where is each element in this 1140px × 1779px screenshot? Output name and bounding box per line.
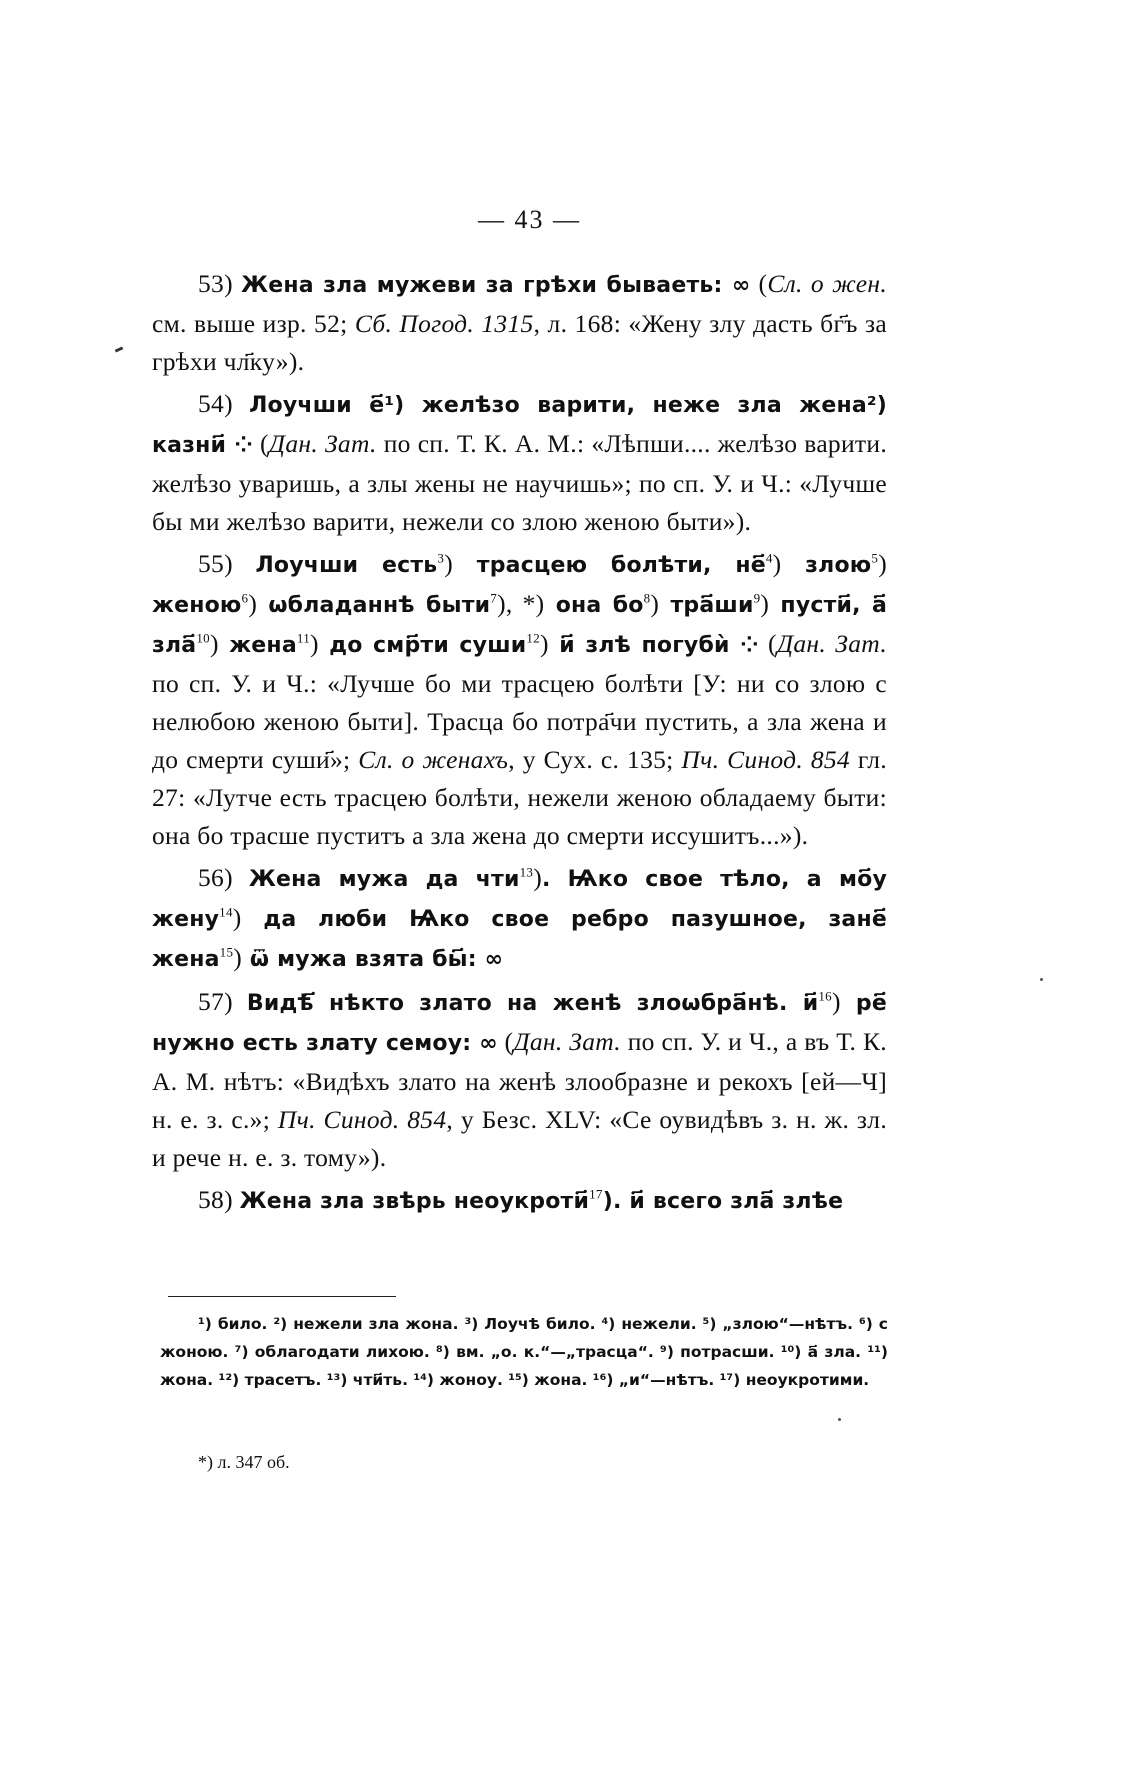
entry-54 <box>152 385 887 541</box>
entry-58 <box>152 1181 887 1221</box>
footnote-divider <box>168 1296 396 1297</box>
church-slavonic-text: Жена зла звѣрь неоукроти҃ <box>239 1189 590 1214</box>
text: , л. 168: «Жену злу дасть бг҃ъ за грѣхи чл҃ку»). <box>152 309 888 376</box>
entry-number: 57) <box>198 987 233 1016</box>
footnote-ref: 9 <box>753 590 761 606</box>
footnote-ref: 11 <box>296 630 311 646</box>
church-slavonic-text: злою <box>781 553 872 578</box>
stray-dot <box>1040 978 1043 981</box>
church-slavonic-text: Лоучши есть <box>255 553 438 578</box>
text: ( <box>750 269 768 298</box>
footnote-ref: 12 <box>526 630 541 646</box>
entry-57: 57) Видѣ҃ нѣкто злато на женѣ злоѡбра҃нѣ. и҃$^{16}$) ре҃ нужно есть злату семоу: ∞ (Дан. Зат. по сп. У. и Ч., а въ Т. К. А. М. нѣтъ: «Видѣхъ злато на женѣ злообразне и рекохъ [ей—Ч] н. е. з. с.»; Пч. Синод. 854, у Безс. XLV: «Се оувидѣвъ з. н. ж. зл. и рече н. е. з. тому»). <box>152 987 888 1172</box>
church-slavonic-text: Лоучши е҃¹) желѣзо варити, неже зла жена²) казни҃ ⁘ <box>152 393 887 458</box>
entry-55: 55) Лоучши есть$^3$) трасцею болѣти, не҃$^4$) злою$^5$) женою$^6$) ѡбладаннѣ быти$^7$), *) она $бо^8$) $тра҃ши^9$) пусти҃, а҃ зла҃$^{10}$) жена$^{11}$) до смр҃ти суши$^{12}$) и҃ злѣ погубѝ ⁘ (Дан. Зат. по сп. У. и Ч.: «Лучше бо ми трасцею болѣти [У: ни со злою с нелюбою женою быти]. Трасца бо потра҃чи пустить, а зла жена и до смерти суши҃»; Сл. о женахъ, у Сух. с. 135; Пч. Синод. 854 гл. 27: «Лутче есть трасцею болѣти, нежели женою обладаему быти: она бо трасше пуститъ а зла жена до смерти иссушитъ...»). <box>152 549 888 850</box>
page-break-mark: ), *) <box>497 589 545 618</box>
church-slavonic-text: Жена мужа да чти <box>248 867 520 892</box>
church-slavonic-text: ). и҃ всего зла҃ злѣе <box>602 1189 844 1214</box>
entry-number: 54) <box>198 389 233 418</box>
church-slavonic-text: Видѣ҃ нѣкто злато на женѣ злоѡбра҃нѣ. и҃ <box>246 991 819 1016</box>
text: , у Безс. XLV: «Се оувидѣвъ з. н. ж. зл. и рече н. е. з. тому»). <box>152 1105 888 1172</box>
footnote-ref: 17 <box>589 1186 603 1202</box>
entry-number: 55) <box>198 549 233 578</box>
entry-number: 53) <box>198 269 233 298</box>
footnote-ref: 3 <box>437 550 445 566</box>
text: ( <box>758 629 777 658</box>
footnote-ref: 7 <box>490 590 498 606</box>
text: ( <box>497 1027 514 1056</box>
footnote-ref: 14 <box>219 904 233 920</box>
footnote-ref: 13 <box>519 864 534 880</box>
footnote-ref: 16 <box>818 988 832 1004</box>
text: по сп. У. и Ч., а въ Т. К. А. М. нѣтъ: «Видѣхъ злато на женѣ злообразне и рекохъ [ей—Ч] н. е. з. с.»; <box>152 1027 887 1134</box>
church-slavonic-text: Жена зла мужеви за грѣхи бываеть: ∞ <box>241 273 751 298</box>
church-slavonic-text: и҃ злѣ погубѝ ⁘ <box>548 633 759 658</box>
page-number: — 43 — <box>478 205 581 234</box>
text: см. выше изр. 52; <box>152 309 355 338</box>
source-ref: Пч. Синод. 854 <box>681 745 850 774</box>
source-ref: Дан. Зат. <box>268 429 377 458</box>
source-ref: Сб. Погод. 1315 <box>354 309 534 338</box>
church-slavonic-text: ѿ мужа взята бы҃: ∞ <box>242 947 504 972</box>
page-body <box>152 205 887 1225</box>
entry-number: 58) <box>198 1185 233 1214</box>
text: по сп. Т. К. А. М.: «Лѣпши.... желѣзо варити. желѣзо увaришь, а злы жены не научишь»; по сп. У. и Ч.: «Лучше бы ми желѣзо варити, нежели со злою женою быти»). <box>152 429 887 536</box>
source-ref: Сл. о женахъ <box>358 745 509 774</box>
church-slavonic-text: до смр҃ти суши <box>318 633 527 658</box>
source-ref: Дан. Зат. <box>513 1027 621 1056</box>
church-slavonic-text: пусти҃, а҃ зла҃ <box>152 593 888 658</box>
footnote-ref: 4 <box>765 550 773 566</box>
church-slavonic-text: ре҃ нужно есть злату семоу: ∞ <box>152 991 887 1056</box>
source-ref: Пч. Синод. 854 <box>277 1105 447 1134</box>
stray-mark <box>115 346 124 352</box>
text: по сп. У. и Ч.: «Лучше бо ми трасцею болѣти [У: ни со злою с нелюбою женою быти]. Трасца бо потра҃чи пустить, а зла жена и до смерти суши҃»; <box>152 669 887 774</box>
entry-53 <box>152 265 887 381</box>
church-slavonic-text: женою <box>152 593 242 618</box>
footnote-star: *) л. 347 об. <box>198 1452 290 1472</box>
church-slavonic-text: она бо <box>544 593 644 618</box>
text: ( <box>253 429 269 458</box>
entry-56: 56) Жена мужа да чти$^{13}$). Ѩко свое тѣло, а мо҃у жену$^{14}$) да люби Ѩко свое ребро пазушное, зане҃ жена$^{15}$) ѿ мужа взята бы҃: ∞ <box>152 863 887 972</box>
entry-number: 56) <box>198 863 233 892</box>
church-slavonic-text: да люби Ѩко свое ребро пазушное, зане҃ жена <box>152 907 887 972</box>
text: гл. 27: «Лутче есть трасцею болѣти, нежели женою обладаему быти: она бо трасше пуститъ а зла жена до смерти иссушитъ...»). <box>152 745 887 850</box>
source-ref: Дан. Зат. <box>776 629 887 658</box>
footnote-ref: 10 <box>196 630 210 646</box>
stray-dot <box>838 1418 841 1421</box>
church-slavonic-text: жена <box>218 633 297 658</box>
footnote-ref: 6 <box>241 590 249 606</box>
church-slavonic-text: . Ѩко свое тѣло, а мо҃у жену <box>152 867 887 932</box>
church-slavonic-text: трасцею болѣти, не҃ <box>453 553 766 578</box>
footnote-ref: 5 <box>871 550 879 566</box>
footnotes: ¹) било. ²) нежели зла жона. ³) Лоучѣ било. ⁴) нежели. ⁵) „злою“—нѣтъ. ⁶) с жоною. ⁷) облагодати лихою. ⁸) вм. „о. к.“—„трасца“. ⁹) потрасши. ¹⁰) а҃ зла. ¹¹) жона. ¹²) трасетъ. ¹³) чти҃ть. ¹⁴) жоноу. ¹⁵) жона. ¹⁶) „и“—нѣтъ. ¹⁷) неоукротими. <box>160 1315 888 1389</box>
church-slavonic-text: ѡбладаннѣ быти <box>257 593 491 618</box>
church-slavonic-text: тра҃ши <box>659 593 754 618</box>
footnote-ref: 15 <box>219 944 234 960</box>
footnote-ref: 8 <box>643 590 651 606</box>
source-ref: Сл. о жен. <box>767 269 888 298</box>
text: , у Сух. с. 135; <box>508 745 682 774</box>
